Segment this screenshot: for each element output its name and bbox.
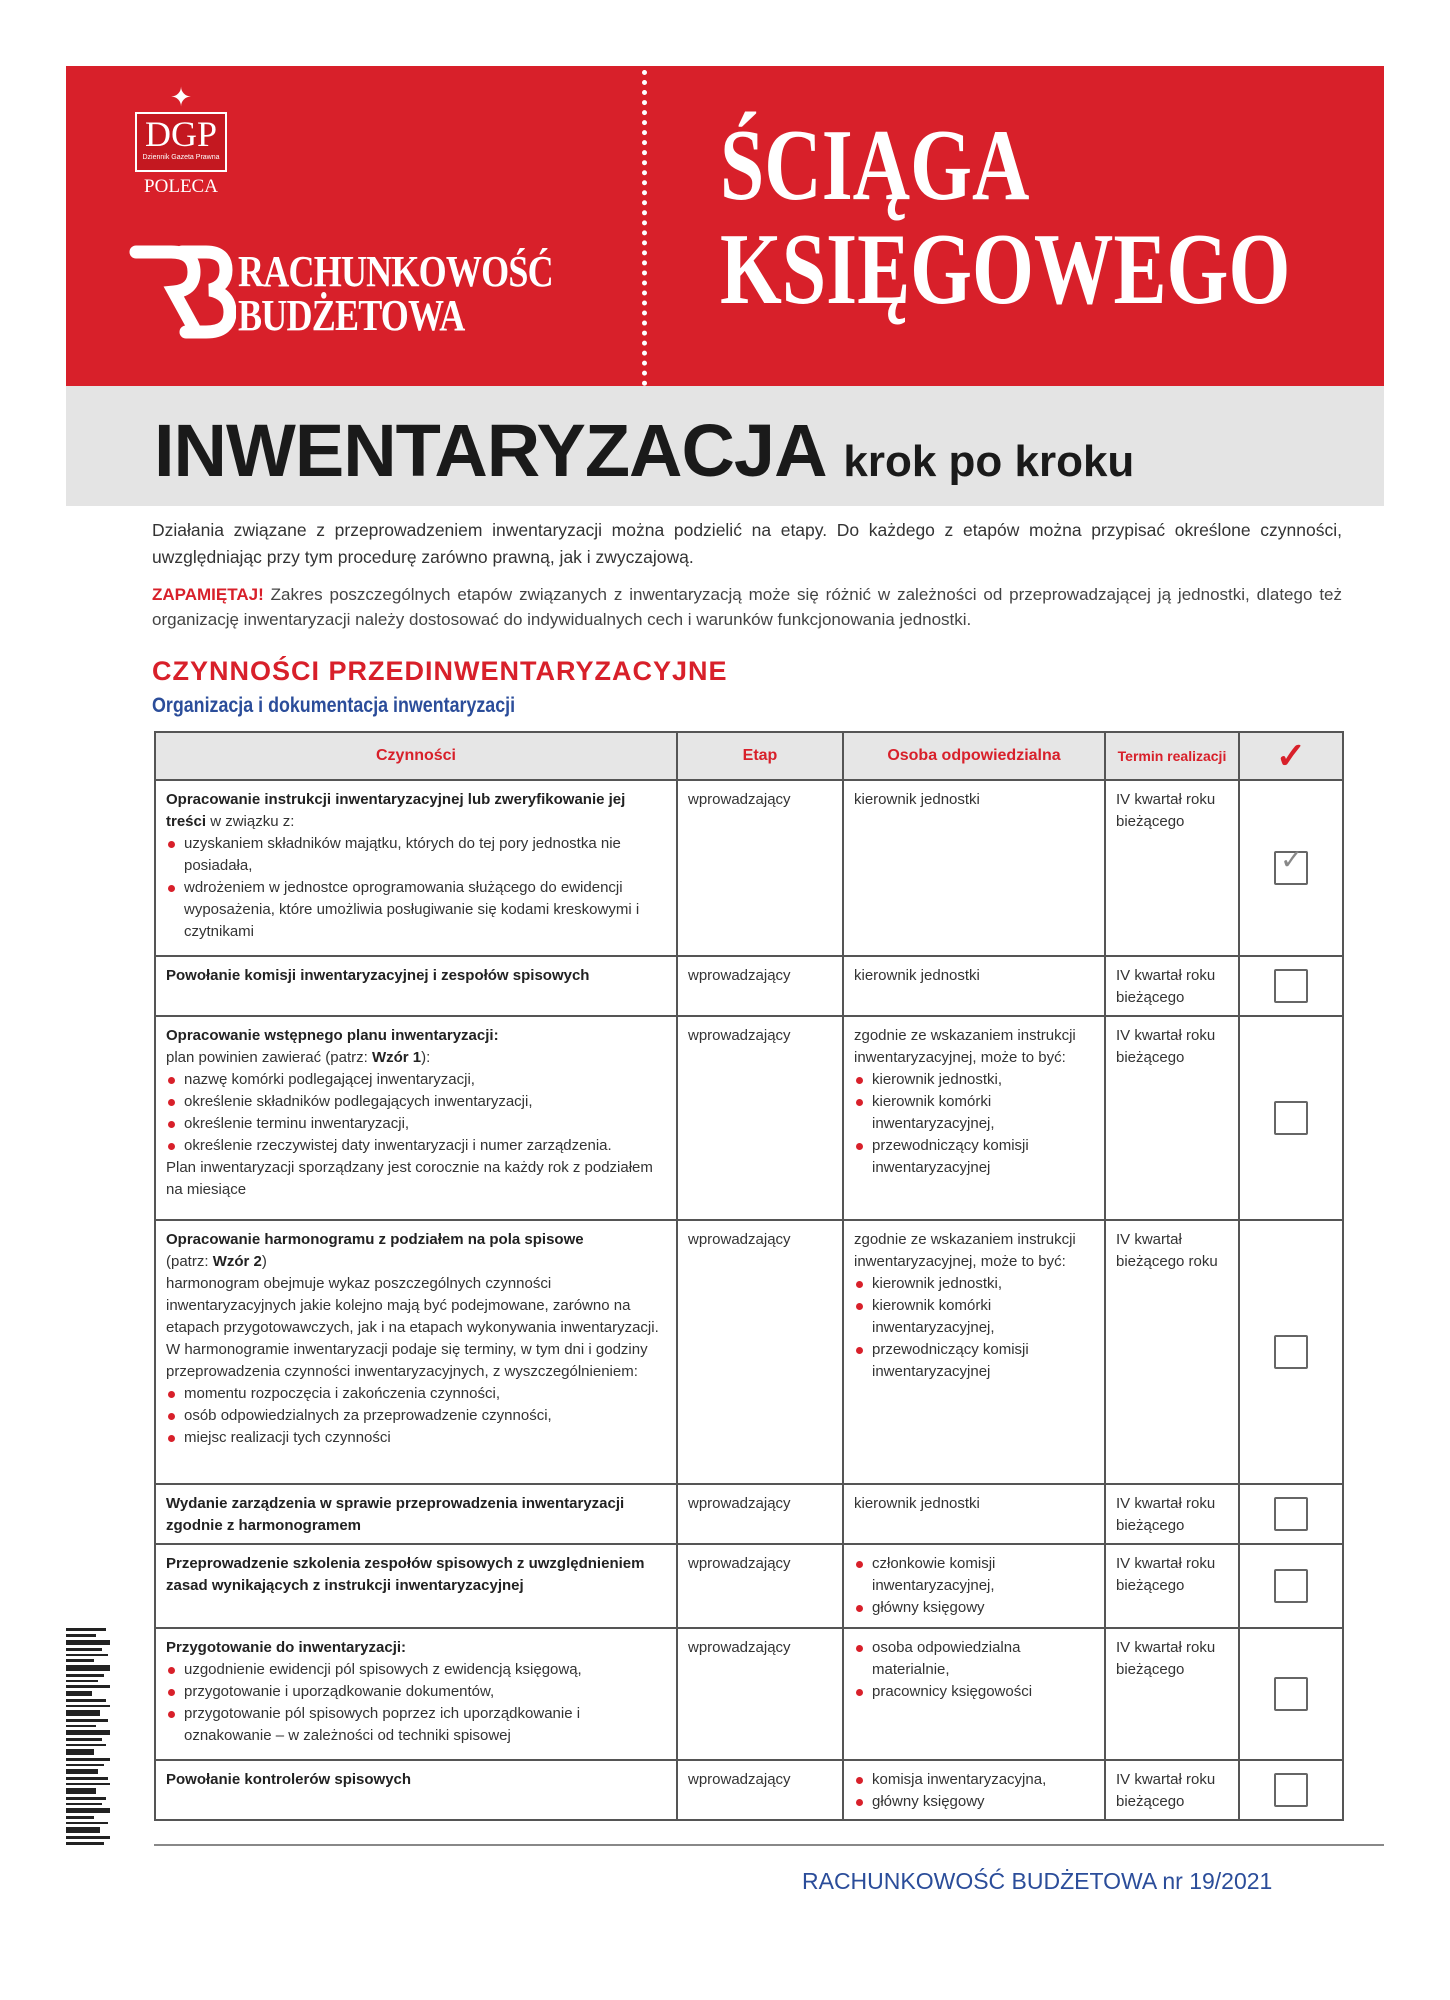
cell-osoba (843, 1760, 1105, 1820)
table-row (155, 1484, 1343, 1544)
checklist-table (154, 731, 1344, 1821)
cell-check (1239, 956, 1343, 1016)
list-item: kierownik jednostki, (854, 1273, 1096, 1295)
dgp-logo-sub: Dziennik Gazeta Prawna (142, 154, 220, 161)
footer-rule (154, 1844, 1384, 1846)
checkbox[interactable] (1274, 1101, 1308, 1135)
list-item: momentu rozpoczęcia i zakończenia czynności, (166, 1383, 668, 1405)
list-item: określenie składników podlegających inwentaryzacji, (166, 1091, 668, 1113)
note-paragraph (152, 582, 1342, 632)
header-termin: Termin realizacji (1105, 732, 1239, 780)
list-item: wdrożeniem w jednostce oprogramowania służącego do ewidencji wyposażenia, które umożliwia posługiwanie się kodami kreskowymi i czytnikami (166, 877, 668, 943)
cell-osoba (843, 1220, 1105, 1484)
cell-check (1239, 1220, 1343, 1484)
banner-title-line1: ŚCIĄGA (720, 109, 1030, 222)
cell-czynnosci (155, 1544, 677, 1628)
list-item: przewodniczący komisji inwentaryzacyjnej (854, 1339, 1096, 1383)
cell-czynnosci (155, 1760, 677, 1820)
cell-check (1239, 1484, 1343, 1544)
list-item: komisja inwentaryzacyjna, (854, 1769, 1096, 1791)
barcode (66, 1628, 112, 1876)
poleca-label: POLECA (144, 176, 218, 197)
osoba-bullets (854, 1069, 1096, 1179)
table-row (155, 1220, 1343, 1484)
banner-divider (642, 70, 647, 386)
row-desc-pre: (patrz: (166, 1253, 213, 1270)
rachunkowosc-budzetowa-logo (126, 242, 586, 352)
table-row (155, 1544, 1343, 1628)
checkbox[interactable] (1274, 1335, 1308, 1369)
row-title: Powołanie kontrolerów spisowych (166, 1771, 412, 1788)
checkbox[interactable] (1274, 1497, 1308, 1531)
cell-etap: wprowadzający (677, 1628, 843, 1760)
cell-termin: IV kwartał roku bieżącego (1105, 956, 1239, 1016)
list-item: przygotowanie i uporządkowanie dokumentów, (166, 1681, 668, 1703)
cell-termin: IV kwartał roku bieżącego (1105, 1760, 1239, 1820)
cell-etap: wprowadzający (677, 1544, 843, 1628)
cell-osoba: kierownik jednostki (843, 956, 1105, 1016)
list-item: określenie terminu inwentaryzacji, (166, 1113, 668, 1135)
cell-termin: IV kwartał roku bieżącego (1105, 1016, 1239, 1220)
rb-line2: BUDŻETOWA (238, 291, 465, 340)
rb-mark-icon (126, 242, 236, 342)
section-subtitle: Organizacja i dokumentacja inwentaryzacji (152, 694, 516, 717)
header-banner (66, 66, 1384, 386)
cell-czynnosci (155, 956, 677, 1016)
cell-etap: wprowadzający (677, 956, 843, 1016)
list-item: główny księgowy (854, 1597, 1096, 1619)
row-desc-pre: plan powinien zawierać (patrz: (166, 1049, 372, 1066)
row-title: Powołanie komisji inwentaryzacyjnej i zespołów spisowych (166, 967, 590, 984)
row-desc: w związku z: (206, 813, 295, 830)
cell-termin: IV kwartał roku bieżącego (1105, 1484, 1239, 1544)
row-desc-post: ): (421, 1049, 431, 1066)
footer-publication: RACHUNKOWOŚĆ BUDŻETOWA nr 19/2021 (802, 1868, 1273, 1894)
cell-check (1239, 780, 1343, 956)
table-header-row (155, 732, 1343, 780)
cell-czynnosci (155, 1484, 677, 1544)
table-row (155, 780, 1343, 956)
row-title: Wydanie zarządzenia w sprawie przeprowadzenia inwentaryzacji zgodnie z harmonogramem (166, 1495, 625, 1534)
table-row (155, 956, 1343, 1016)
checkbox[interactable] (1274, 1677, 1308, 1711)
dgp-logo (126, 84, 236, 204)
list-item: określenie rzeczywistej daty inwentaryzacji i numer zarządzenia. (166, 1135, 668, 1157)
row-desc-post: ) (261, 1253, 267, 1270)
list-item: przygotowanie pól spisowych poprzez ich uporządkowanie i oznakowanie – w zależności od techniki spisowej (166, 1703, 668, 1747)
checkbox[interactable] (1274, 1569, 1308, 1603)
page-title (154, 408, 1134, 493)
row-bullets (166, 1383, 668, 1449)
cell-check (1239, 1760, 1343, 1820)
list-item: osób odpowiedzialnych za przeprowadzenie czynności, (166, 1405, 668, 1427)
checkmark-icon: ✓ (1275, 734, 1307, 776)
list-item: kierownik komórki inwentaryzacyjnej, (854, 1295, 1096, 1339)
row-title: Przeprowadzenie szkolenia zespołów spisowych z uwzględnieniem zasad wynikających z instrukcji inwentaryzacyjnej (166, 1555, 645, 1594)
cell-termin: IV kwartał roku bieżącego (1105, 780, 1239, 956)
intro-paragraph: Działania związane z przeprowadzeniem inwentaryzacji można podzielić na etapy. Do każdego z etapów można przypisać określone czynności, uwzględniając przy tym procedurę zarówno prawną, jak i zwyczajową. (152, 520, 1342, 567)
row-after: Plan inwentaryzacji sporządzany jest corocznie na każdy rok z podziałem na miesiące (166, 1159, 653, 1198)
cell-czynnosci (155, 780, 677, 956)
header-check (1239, 732, 1343, 780)
note-text: Zakres poszczególnych etapów związanych z inwentaryzacją może się różnić w zależności od przeprowadzającej ją jednostki, dlatego też organizację inwentaryzacji należy dostosować do indywidualnych cech i warunków funkcjonowania jednostki. (152, 585, 1342, 629)
list-item: uzgodnienie ewidencji pól spisowych z ewidencją księgową, (166, 1659, 668, 1681)
row-desc-bold: Wzór 2 (212, 1253, 262, 1270)
cell-czynnosci (155, 1016, 677, 1220)
row-para2: W harmonogramie inwentaryzacji podaje się terminy, w tym dni i godziny przeprowadzenia czynności inwentaryzacyjnych, z wyszczególnieniem: (166, 1341, 648, 1380)
row-bullets (166, 1069, 668, 1157)
cell-termin: IV kwartał roku bieżącego (1105, 1628, 1239, 1760)
cell-termin: IV kwartał roku bieżącego (1105, 1544, 1239, 1628)
cell-check (1239, 1016, 1343, 1220)
cell-osoba: kierownik jednostki (843, 780, 1105, 956)
list-item: pracownicy księgowości (854, 1681, 1096, 1703)
osoba-bullets (854, 1553, 1096, 1619)
row-bullets (166, 1659, 668, 1747)
table-row (155, 1760, 1343, 1820)
page-title-sub: krok po kroku (843, 437, 1135, 486)
header-etap: Etap (677, 732, 843, 780)
cell-etap: wprowadzający (677, 780, 843, 956)
list-item: nazwę komórki podlegającej inwentaryzacji, (166, 1069, 668, 1091)
osoba-text: zgodnie ze wskazaniem instrukcji inwentaryzacyjnej, może to być: (854, 1027, 1076, 1066)
list-item: kierownik komórki inwentaryzacyjnej, (854, 1091, 1096, 1135)
cell-termin: IV kwartał bieżącego roku (1105, 1220, 1239, 1484)
row-title: Opracowanie harmonogramu z podziałem na pola spisowe (166, 1231, 584, 1248)
banner-title (720, 109, 1291, 326)
list-item: przewodniczący komisji inwentaryzacyjnej (854, 1135, 1096, 1179)
cell-czynnosci (155, 1628, 677, 1760)
cell-etap: wprowadzający (677, 1484, 843, 1544)
list-item: osoba odpowiedzialna materialnie, (854, 1637, 1096, 1681)
header-czynnosci: Czynności (155, 732, 677, 780)
row-title: Przygotowanie do inwentaryzacji: (166, 1639, 407, 1656)
note-label: ZAPAMIĘTAJ! (152, 585, 264, 604)
row-title: Opracowanie instrukcji inwentaryzacyjnej lub zweryfikowanie jej treści (166, 791, 626, 830)
dgp-logo-text: DGP (144, 114, 218, 154)
row-bullets (166, 833, 668, 943)
cell-osoba (843, 1544, 1105, 1628)
cell-osoba: kierownik jednostki (843, 1484, 1105, 1544)
list-item: członkowie komisji inwentaryzacyjnej, (854, 1553, 1096, 1597)
checkbox[interactable] (1274, 969, 1308, 1003)
osoba-bullets (854, 1769, 1096, 1813)
subtitle-band (66, 386, 1384, 506)
list-item: główny księgowy (854, 1791, 1096, 1813)
checkbox[interactable] (1274, 1773, 1308, 1807)
cell-osoba (843, 1628, 1105, 1760)
osoba-bullets (854, 1637, 1096, 1703)
cell-check (1239, 1628, 1343, 1760)
page-title-main: INWENTARYZACJA (154, 409, 824, 492)
cell-czynnosci (155, 1220, 677, 1484)
cell-etap: wprowadzający (677, 1220, 843, 1484)
row-desc-bold: Wzór 1 (371, 1049, 422, 1066)
list-item: kierownik jednostki, (854, 1069, 1096, 1091)
row-title: Opracowanie wstępnego planu inwentaryzacji: (166, 1027, 499, 1044)
checkbox[interactable] (1274, 851, 1308, 885)
cell-check (1239, 1544, 1343, 1628)
table-row (155, 1628, 1343, 1760)
banner-title-line2: KSIĘGOWEGO (720, 213, 1291, 326)
eagle-icon: ✦ (170, 82, 192, 112)
cell-osoba (843, 1016, 1105, 1220)
list-item: miejsc realizacji tych czynności (166, 1427, 668, 1449)
row-para1: harmonogram obejmuje wykaz poszczególnych czynności inwentaryzacyjnych jakie kolejno mają być podejmowane, zarówno na etapach przygotowawczych, jak i na etapach wykonywania inwentaryzacji. (166, 1275, 659, 1336)
header-osoba: Osoba odpowiedzialna (843, 732, 1105, 780)
rb-line1: RACHUNKOWOŚĆ (238, 247, 553, 296)
osoba-bullets (854, 1273, 1096, 1383)
list-item: uzyskaniem składników majątku, których do tej pory jednostka nie posiadała, (166, 833, 668, 877)
cell-etap: wprowadzający (677, 1016, 843, 1220)
table-row (155, 1016, 1343, 1220)
cell-etap: wprowadzający (677, 1760, 843, 1820)
section-title: CZYNNOŚCI PRZEDINWENTARYZACYJNE (152, 656, 728, 686)
osoba-text: zgodnie ze wskazaniem instrukcji inwentaryzacyjnej, może to być: (854, 1231, 1076, 1270)
